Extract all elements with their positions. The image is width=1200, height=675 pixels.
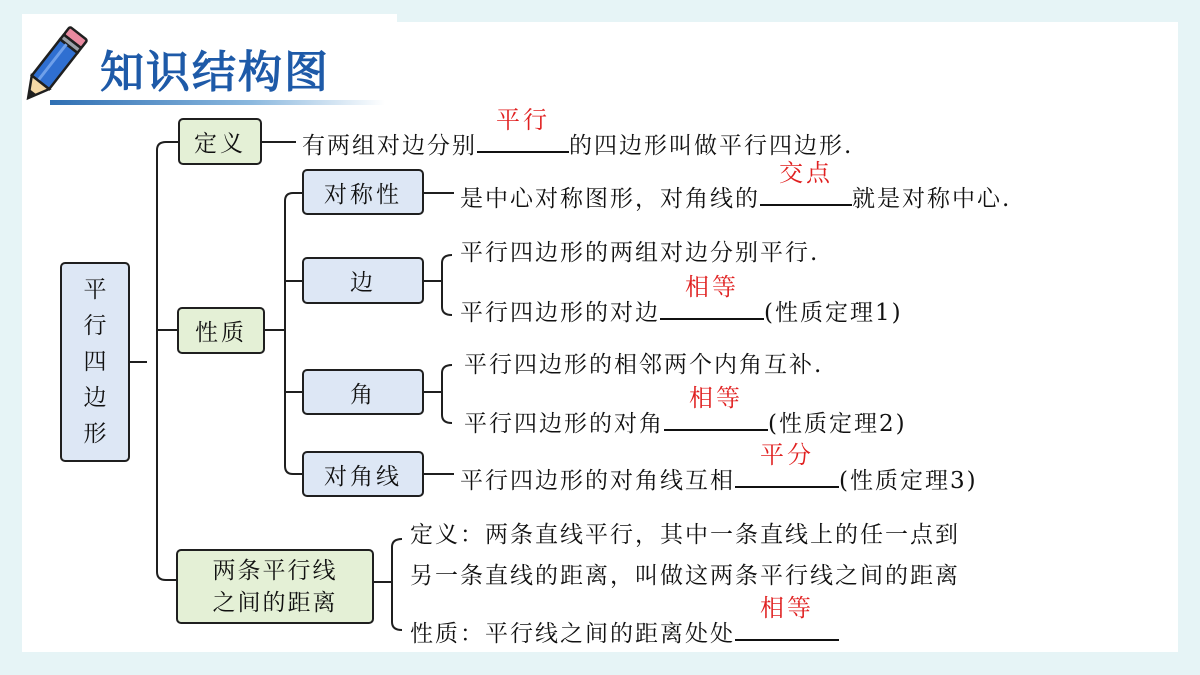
distance-definition-line2: 另一条直线的距离，叫做这两条平行线之间的距离 (410, 563, 960, 589)
diagonals-blank (735, 441, 839, 488)
sides-line2-before: 平行四边形的对边 (460, 300, 660, 326)
sides-line2-after: (性质定理1) (764, 300, 903, 326)
distance-answer: 相等 (760, 594, 814, 622)
root-char: 四 (83, 349, 107, 375)
diagonals-text (460, 441, 978, 496)
distance-property-before: 性质：平行线之间的距离处处 (410, 621, 735, 647)
diagonals-answer: 平分 (760, 441, 814, 469)
root-node-parallelogram (60, 262, 130, 462)
root-char: 平 (83, 277, 107, 303)
sides-answer: 相等 (685, 273, 739, 301)
symmetry-text-before: 是中心对称图形，对角线的 (460, 186, 760, 212)
definition-label: 定义 (194, 131, 246, 157)
distance-property (410, 594, 839, 649)
definition-text (302, 106, 854, 161)
sides-blank (660, 273, 764, 320)
angles-line1: 平行四边形的相邻两个内角互补. (464, 352, 824, 378)
diagonals-node (302, 451, 424, 497)
properties-node (177, 307, 265, 354)
diagonals-text-after: (性质定理3) (839, 468, 978, 494)
definition-answer: 平行 (496, 106, 550, 134)
symmetry-text (460, 159, 1012, 214)
properties-label: 性质 (195, 320, 247, 346)
sides-node (302, 257, 424, 304)
definition-blank (477, 106, 569, 153)
definition-text-before: 有两组对边分别 (302, 133, 477, 159)
symmetry-label: 对称性 (324, 181, 402, 208)
symmetry-answer: 交点 (779, 159, 833, 187)
diagonals-label: 对角线 (324, 463, 402, 490)
symmetry-node (302, 169, 424, 215)
angles-node (302, 369, 424, 415)
diagonals-text-before: 平行四边形的对角线互相 (460, 468, 735, 494)
distance-label-line2: 之间的距离 (212, 589, 338, 616)
root-char: 边 (83, 385, 107, 411)
sides-line1: 平行四边形的两组对边分别平行. (460, 240, 820, 266)
angles-line2 (464, 384, 907, 439)
sides-label: 边 (350, 270, 376, 296)
root-char: 行 (83, 313, 107, 339)
root-char: 形 (83, 421, 107, 447)
angles-blank (664, 384, 768, 431)
sides-line2 (460, 273, 903, 328)
distance-blank (735, 594, 839, 641)
definition-node (178, 118, 262, 165)
definition-text-after: 的四边形叫做平行四边形. (569, 133, 854, 159)
symmetry-blank (760, 159, 852, 206)
distance-definition-line1: 定义：两条直线平行，其中一条直线上的任一点到 (410, 522, 960, 548)
angles-answer: 相等 (689, 384, 743, 412)
angles-line2-before: 平行四边形的对角 (464, 411, 664, 437)
angles-line2-after: (性质定理2) (768, 411, 907, 437)
angles-label: 角 (350, 381, 376, 408)
page-title: 知识结构图 (100, 47, 330, 98)
distance-node (176, 549, 374, 624)
symmetry-text-after: 就是对称中心. (852, 186, 1012, 212)
distance-label-line1: 两条平行线 (212, 557, 338, 584)
